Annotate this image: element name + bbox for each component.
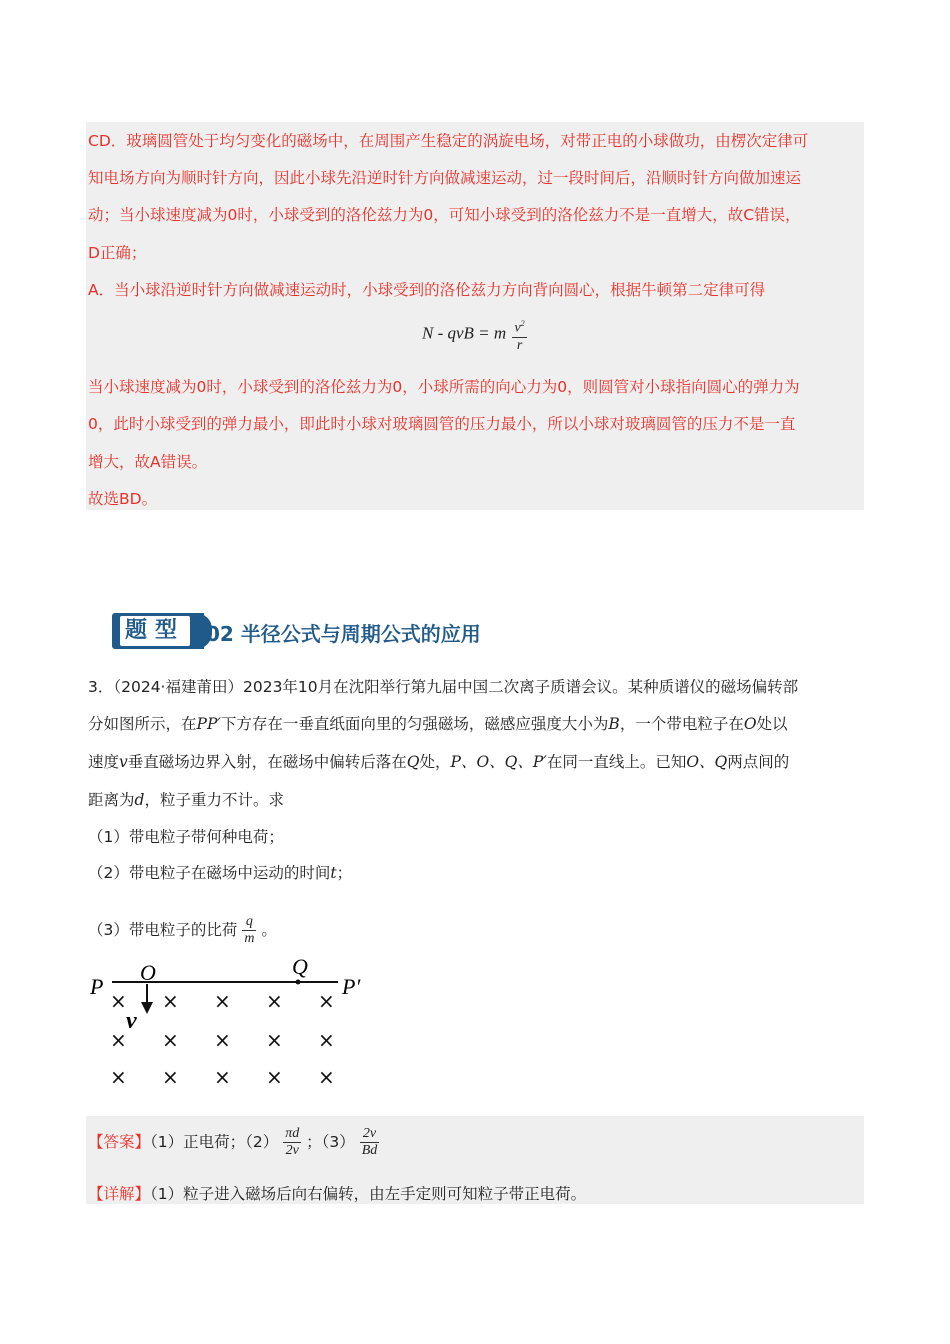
svg-text:×: × [110,1065,127,1089]
solution-line-7: 0，此时小球受到的弹力最小，即此时小球对玻璃圆管的压力最小，所以小球对玻璃圆管的压力不是一直 [88,415,796,433]
svg-text:×: × [214,1065,231,1089]
question-sub-1: （1）带电粒子带何种电荷； [88,828,284,846]
svg-text:×: × [266,1065,283,1089]
answer-line: 【答案】（1）正电荷；（2） $\frac{\pi d}{2v}$ ；（3） $\frac{2v}{Bd}$ [88,1126,378,1158]
answer-fraction-2: $\frac{\pi d}{2v}$ [285,1126,300,1158]
point-Q [296,980,301,985]
formula-num: v [514,320,521,336]
solution-line-2: 知电场方向为顺时针方向，因此小球先沿逆时针方向做减速运动，过一段时间后，沿顺时针方向做加速运 [88,169,802,187]
question-line-1: 3．（2024·福建莆田）2023年10月在沈阳举行第九届中国二次离子质谱会议。某种质谱仪的磁场偏转部 [88,678,799,696]
svg-text:×: × [318,989,335,1013]
formula-fraction [512,316,526,354]
solution-line-8: 增大，故A错误。 [88,453,208,471]
formula-left: N - qvB = m [422,323,507,343]
solution-line-1: CD．玻璃圆管处于均匀变化的磁场中，在周围产生稳定的涡旋电场，对带正电的小球做功，由楞次定律可 [88,132,809,150]
label-Pprime: P′ [342,974,361,999]
label-Q: Q [292,954,308,979]
svg-text:×: × [318,1028,335,1052]
svg-text:×: × [162,1028,179,1052]
label-v: v [126,1008,137,1034]
solution-line-4: D正确； [88,244,147,262]
svg-text:×: × [214,989,231,1013]
svg-text:×: × [110,989,127,1013]
svg-text:×: × [110,1028,127,1052]
newton-formula [422,316,527,354]
question-sub-3: （3）带电粒子的比荷 $\frac{q}{m}$ 。 [88,914,277,946]
formula-exp: 2 [520,319,525,328]
solution-line-6: 当小球速度减为0时，小球受到的洛伦兹力为0，小球所需的向心力为0，则圆管对小球指向圆心的弹力为 [88,378,800,396]
answer-fraction-3: $\frac{2v}{Bd}$ [361,1126,378,1158]
svg-text:×: × [266,1028,283,1052]
section-tag: 题型 [120,616,190,646]
svg-text:×: × [214,1028,231,1052]
solution-line-3: 动；当小球速度减为0时，小球受到的洛伦兹力为0，可知小球受到的洛伦兹力不是一直增大，故C错误， [88,206,801,224]
question-line-2: 分如图所示，在PP′下方存在一垂直纸面向里的匀强磁场，磁感应强度大小为B，一个带电粒子在O处以 [88,715,788,733]
label-O: O [140,960,156,985]
section-title: 02 半径公式与周期公式的应用 [206,622,481,646]
solution-line-9: 故选BD。 [88,490,158,508]
detail-line: 【详解】（1）粒子进入磁场后向右偏转，由左手定则可知粒子带正电荷。 [88,1185,587,1203]
solution-line-5: A．当小球沿逆时针方向做减速运动时，小球受到的洛伦兹力方向背向圆心，根据牛顿第二定律可得 [88,281,766,299]
svg-text:×: × [162,1065,179,1089]
label-P: P [90,974,104,999]
magnetic-field-diagram [86,950,386,1100]
question-line-4: 距离为d，粒子重力不计。求 [88,791,284,809]
svg-text:×: × [162,989,179,1013]
velocity-arrow [141,1002,153,1014]
question-line-3: 速度v垂直磁场边界入射，在磁场中偏转后落在Q处，P、O、Q、P′在同一直线上。已知O、Q两点间的 [88,753,790,771]
charge-mass-fraction: $\frac{q}{m}$ [244,914,255,946]
formula-den: r [516,337,523,353]
svg-text:×: × [266,989,283,1013]
answer-label: 【答案】 [88,1133,151,1151]
svg-text:×: × [318,1065,335,1089]
detail-label: 【详解】 [88,1185,151,1203]
question-sub-2: （2）带电粒子在磁场中运动的时间t； [88,864,353,882]
